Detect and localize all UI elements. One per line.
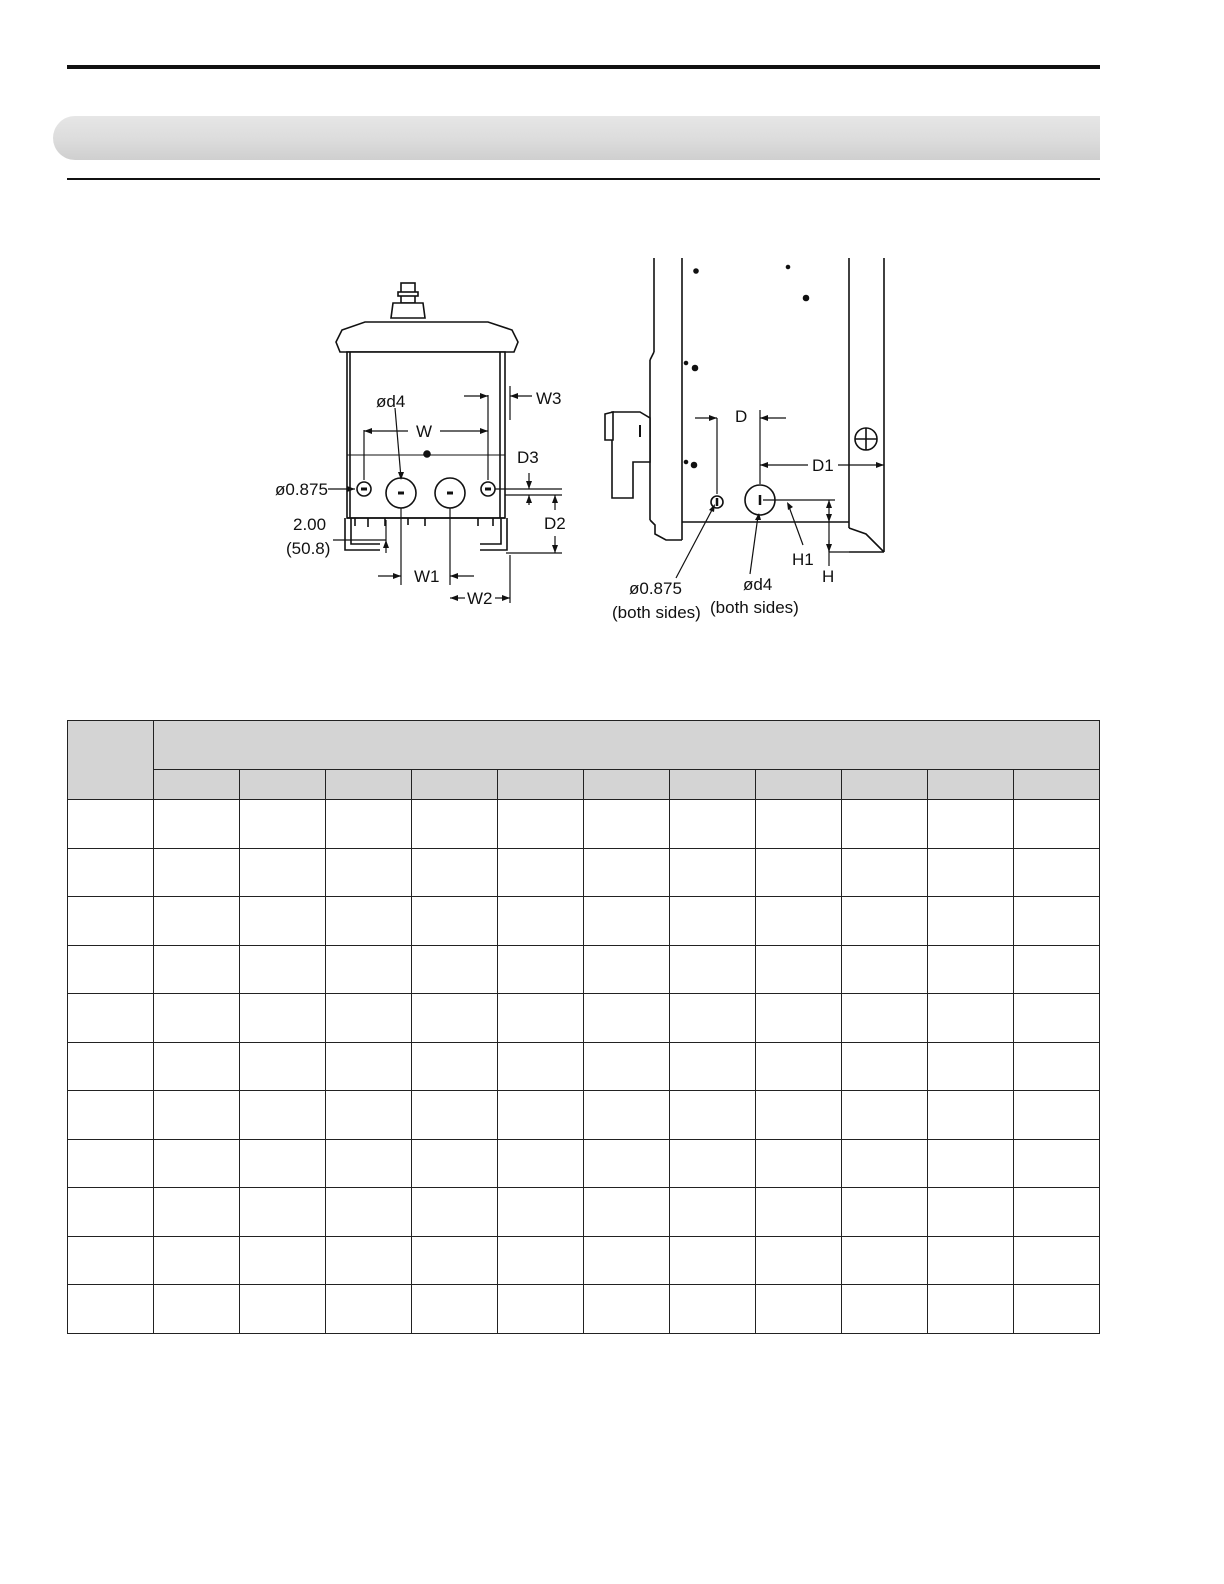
label-w: W [416,422,433,441]
table-cell [842,1042,928,1091]
table-row [68,848,1100,897]
table-cell [1014,848,1100,897]
table-cell [1014,800,1100,849]
table-cell [498,1236,584,1285]
table-cell [756,800,842,849]
table-cell [412,1188,498,1237]
label-d4-side: ød4 [743,575,773,594]
label-d3: D3 [517,448,539,467]
table-cell [240,1236,326,1285]
table-row [68,1285,1100,1334]
table-cell [756,1139,842,1188]
row-header-cell [68,1285,154,1334]
front-view-drawing [336,283,518,550]
table-cell [326,994,412,1043]
table-cell [154,800,240,849]
table-cell [240,945,326,994]
table-cell [326,800,412,849]
table-cell [928,1285,1014,1334]
table-cell [842,800,928,849]
column-header [154,770,240,800]
row-header-cell [68,897,154,946]
table-cell [1014,945,1100,994]
table-cell [670,1188,756,1237]
table-cell [756,1042,842,1091]
table-row [68,1139,1100,1188]
table-cell [1014,1139,1100,1188]
table-cell [670,1139,756,1188]
table-cell [240,1091,326,1140]
dimension-figure [0,0,1224,660]
row-header-cell [68,1091,154,1140]
table-cell [928,1139,1014,1188]
row-header-cell [68,848,154,897]
table-cell [670,1285,756,1334]
table-cell [412,897,498,946]
table-cell [412,1139,498,1188]
table-cell [842,897,928,946]
table-cell [240,994,326,1043]
table-cell [842,1139,928,1188]
table-cell [240,1139,326,1188]
table-cell [842,848,928,897]
table-cell [326,1188,412,1237]
table-cell [240,897,326,946]
table-cell [1014,1042,1100,1091]
table-cell [498,897,584,946]
table-cell [670,1236,756,1285]
column-header [842,770,928,800]
column-header [584,770,670,800]
label-w3: W3 [536,389,562,408]
dimensions-table [67,720,1100,1334]
column-header [326,770,412,800]
table-cell [756,1236,842,1285]
table-cell [928,897,1014,946]
table-cell [412,1236,498,1285]
table-cell [412,945,498,994]
table-cell [756,1091,842,1140]
label-dim-in: 2.00 [293,515,327,534]
table-row [68,897,1100,946]
table-cell [584,945,670,994]
table-cell [928,1188,1014,1237]
row-header-cell [68,1188,154,1237]
table-cell [412,848,498,897]
label-h1: H1 [792,550,814,569]
column-header [498,770,584,800]
table-corner-cell [68,721,154,800]
table-cell [584,1091,670,1140]
table-cell [154,1188,240,1237]
table-cell [326,1285,412,1334]
table-cell [154,945,240,994]
label-hole-front: ø0.875 [275,480,328,499]
table-cell [326,1236,412,1285]
table-row [68,1236,1100,1285]
table-row [68,800,1100,849]
table-cell [584,1285,670,1334]
label-d: D [735,407,748,426]
table-cell [412,994,498,1043]
table-row [68,1091,1100,1140]
table-cell [584,848,670,897]
row-header-cell [68,1042,154,1091]
table-row [68,994,1100,1043]
table-cell [412,1285,498,1334]
label-d1: D1 [812,456,834,475]
table-cell [842,1285,928,1334]
table-cell [756,897,842,946]
column-header [756,770,842,800]
table-cell [154,1091,240,1140]
table-cell [756,994,842,1043]
table-cell [928,848,1014,897]
table-cell [154,897,240,946]
table-cell [326,945,412,994]
table-cell [756,945,842,994]
table-cell [670,994,756,1043]
column-header [240,770,326,800]
column-header [928,770,1014,800]
table-cell [670,945,756,994]
row-header-cell [68,800,154,849]
table-cell [412,1091,498,1140]
table-cell [1014,1091,1100,1140]
table-cell [1014,1188,1100,1237]
table-group-header [154,721,1100,770]
table-cell [584,994,670,1043]
table-cell [154,1285,240,1334]
table-header-row [68,721,1100,770]
table-cell [1014,897,1100,946]
table-cell [240,848,326,897]
label-d2: D2 [544,514,566,533]
table-cell [498,1091,584,1140]
table-cell [498,1042,584,1091]
table-cell [412,1042,498,1091]
table-cell [326,848,412,897]
table-cell [240,1042,326,1091]
table-cell [154,1139,240,1188]
table-row [68,1188,1100,1237]
column-header [670,770,756,800]
table-cell [498,994,584,1043]
label-d4-side-note: (both sides) [710,598,799,617]
table-cell [1014,1236,1100,1285]
table-cell [842,1236,928,1285]
table-cell [1014,1285,1100,1334]
table-cell [498,800,584,849]
column-header [412,770,498,800]
label-h: H [822,567,835,586]
row-header-cell [68,945,154,994]
table-cell [842,945,928,994]
table-cell [756,1285,842,1334]
row-header-cell [68,994,154,1043]
table-cell [928,1091,1014,1140]
table-cell [154,1042,240,1091]
table-cell [584,1236,670,1285]
table-cell [584,897,670,946]
table-cell [326,1042,412,1091]
table-cell [498,1285,584,1334]
table-cell [670,1091,756,1140]
table-cell [498,945,584,994]
table-subheader-row [68,770,1100,800]
label-d4: ød4 [376,392,406,411]
table-cell [928,945,1014,994]
label-w1: W1 [414,567,440,586]
table-cell [842,994,928,1043]
table-cell [584,1139,670,1188]
table-row [68,1042,1100,1091]
table-cell [326,1139,412,1188]
table-cell [928,1236,1014,1285]
table-cell [756,1188,842,1237]
table-cell [326,897,412,946]
table-cell [1014,994,1100,1043]
side-view-drawing [605,258,884,552]
table-row [68,945,1100,994]
table-cell [154,994,240,1043]
row-header-cell [68,1139,154,1188]
table-cell [670,800,756,849]
row-header-cell [68,1236,154,1285]
table-cell [240,800,326,849]
label-hole-side: ø0.875 [629,579,682,598]
table-cell [154,848,240,897]
table-cell [842,1091,928,1140]
column-header [1014,770,1100,800]
table-cell [928,1042,1014,1091]
table-cell [584,1188,670,1237]
table-cell [928,800,1014,849]
table-cell [928,994,1014,1043]
table-cell [670,848,756,897]
table-cell [842,1188,928,1237]
table-cell [326,1091,412,1140]
table-cell [670,1042,756,1091]
table-cell [240,1188,326,1237]
label-w2: W2 [467,589,493,608]
table-body [68,800,1100,1334]
table-cell [670,897,756,946]
label-dim-mm: (50.8) [286,539,331,558]
table-cell [498,848,584,897]
table-cell [584,1042,670,1091]
table-cell [498,1139,584,1188]
table-cell [498,1188,584,1237]
label-hole-side-note: (both sides) [612,603,701,622]
table-cell [412,800,498,849]
table-cell [584,800,670,849]
table-cell [240,1285,326,1334]
table-cell [154,1236,240,1285]
table-cell [756,848,842,897]
